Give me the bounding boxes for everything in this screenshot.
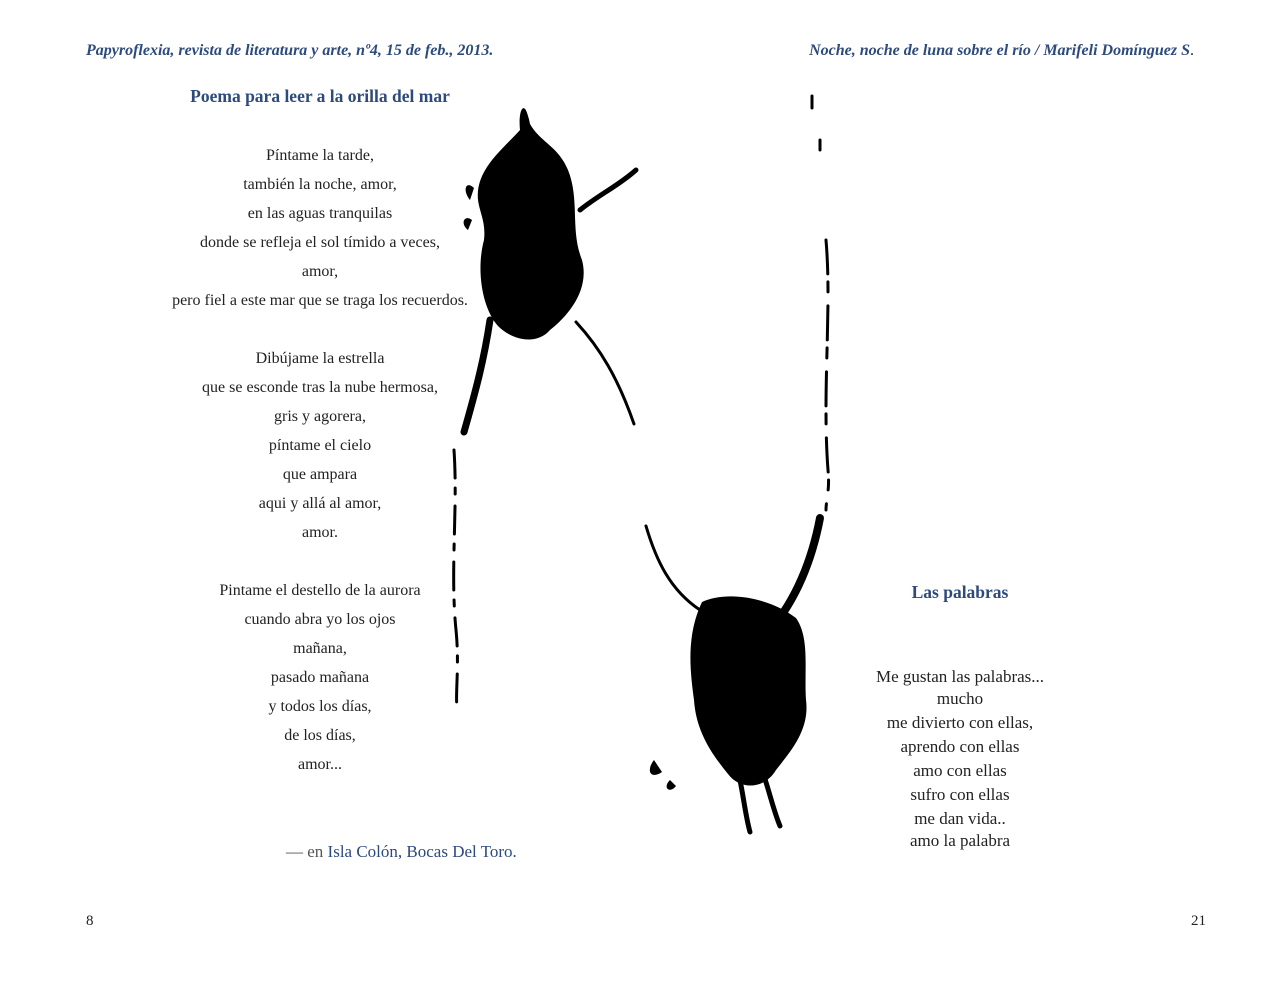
poem-line: y todos los días,	[268, 698, 372, 715]
ink-splatter-figures-icon	[440, 90, 860, 850]
poem-line: amor...	[298, 756, 342, 773]
running-header-right-period: .	[1190, 42, 1194, 59]
upper-figure-left-splatter	[464, 185, 474, 230]
poem-line: que ampara	[282, 466, 358, 483]
poem-line: pasado mañana	[270, 669, 370, 686]
poem-line: sufro con ellas	[910, 785, 1010, 804]
poem-line: que se esconde tras la nube hermosa,	[202, 379, 438, 396]
poem-line: mañana,	[293, 640, 347, 657]
page-number-left: 8	[86, 913, 94, 929]
lower-figure-body	[690, 596, 806, 785]
page-number-right: 21	[1191, 913, 1206, 929]
poem-line: píntame el cielo	[268, 437, 372, 454]
poem-line: donde se refleja el sol tímido a veces,	[200, 234, 440, 251]
poem-line: gris y agorera,	[274, 408, 366, 425]
poem-line: de los días,	[284, 727, 356, 744]
poem-right-body	[840, 667, 1080, 851]
upper-figure-right-arm	[576, 322, 634, 424]
lower-figure-left-arm	[646, 526, 700, 610]
upper-figure-body	[478, 118, 584, 339]
poem-line: amo con ellas	[913, 761, 1007, 780]
poem-line: me dan vida..	[914, 809, 1006, 828]
poem-line: amo la palabra	[909, 831, 1011, 850]
upper-figure-top-arm	[580, 170, 636, 210]
poem-line: Píntame la tarde,	[266, 147, 374, 164]
signature-prefix: — en	[286, 842, 324, 861]
poem-line: amor.	[302, 524, 338, 541]
stroke-right-vertical	[826, 240, 829, 510]
poem-title-left: Poema para leer a la orilla del mar	[190, 86, 450, 106]
running-header-right-text: Noche, noche de luna sobre el río / Marifeli Domínguez S	[809, 42, 1190, 59]
signature-place: Isla Colón, Bocas Del Toro.	[327, 842, 517, 861]
poem-line: Pintame el destello de la aurora	[219, 582, 421, 599]
poem-line: pero fiel a este mar que se traga los recuerdos.	[172, 292, 468, 309]
poem-line: amor,	[301, 263, 339, 280]
poem-line: aqui y allá al amor,	[258, 495, 382, 512]
poem-line: me divierto con ellas,	[886, 713, 1034, 732]
poem-line: cuando abra yo los ojos	[244, 611, 396, 628]
poem-title-right: Las palabras	[911, 582, 1009, 602]
upper-figure-left-leg	[464, 320, 490, 432]
running-header-left: Papyroflexia, revista de literatura y arte, nº4, 15 de feb., 2013.	[86, 42, 494, 59]
lower-figure-left-splatter	[650, 760, 676, 790]
poem-line: en las aguas tranquilas	[247, 205, 393, 222]
poem-line: mucho	[936, 689, 984, 708]
poem-line: también la noche, amor,	[243, 176, 397, 193]
running-header-right	[809, 42, 1194, 60]
poem-line: Dibújame la estrella	[255, 350, 385, 367]
poem-line: aprendo con ellas	[900, 737, 1020, 756]
stroke-top-right	[812, 96, 820, 150]
poem-line: Me gustan las palabras...	[875, 667, 1045, 686]
stroke-left-vertical	[454, 450, 458, 710]
